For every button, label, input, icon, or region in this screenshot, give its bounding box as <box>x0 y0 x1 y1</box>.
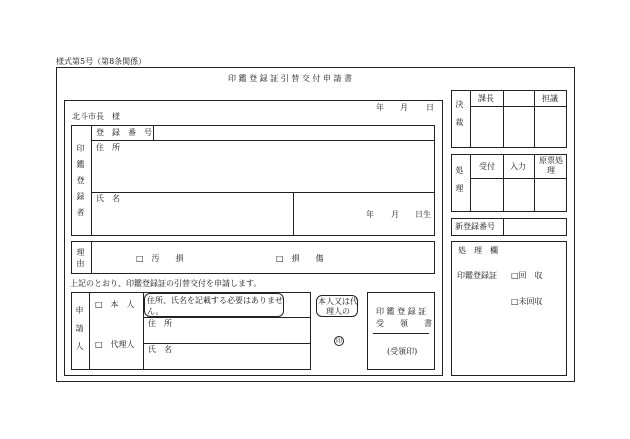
addressee: 北斗市長 様 <box>72 112 120 121</box>
reason-option-damaged[interactable]: □ 損 傷 <box>276 254 324 263</box>
date-year: 年 <box>376 103 384 112</box>
decision-label: 決裁 <box>455 100 464 136</box>
seal-note: 本人又は代理人の <box>318 297 358 316</box>
new-reg-number-label: 新登録番号 <box>455 222 495 231</box>
card-not-collected-option[interactable]: □未回収 <box>511 297 543 306</box>
card-label: 印鑑登録証 <box>457 271 497 280</box>
applicant-proxy-option[interactable]: □ 代理人 <box>95 340 135 349</box>
birth-month: 月 <box>391 210 399 219</box>
registrant-name-field[interactable] <box>92 193 292 235</box>
seal-mark: 印 <box>335 338 342 345</box>
processing-column-title: 処 理 欄 <box>458 246 498 255</box>
birth-year: 年 <box>366 210 374 219</box>
new-reg-number-field[interactable] <box>504 219 566 235</box>
processing-original: 原票処理 <box>539 156 563 175</box>
applicant-address-label: 住 所 <box>148 319 172 328</box>
reason-label: 理由 <box>76 248 85 270</box>
registrant-section-label: 印鑑登録者 <box>76 144 85 224</box>
processing-label: 処理 <box>455 166 464 202</box>
receipt-title-line2: 受 領 書 <box>376 319 432 328</box>
birth-day: 日生 <box>415 210 431 219</box>
date-day: 日 <box>426 103 434 112</box>
reason-option-dirty[interactable]: □ 汚 損 <box>136 254 184 263</box>
receipt-title-line1: 印 鑑 登 録 証 <box>376 307 427 316</box>
processing-column-box <box>451 241 567 376</box>
processing-received: 受付 <box>479 162 495 171</box>
card-collected-option[interactable]: □回 収 <box>511 271 543 280</box>
decision-staff: 担議 <box>542 94 558 103</box>
receipt-seal: (受領印) <box>387 347 418 356</box>
registrant-address-label: 住 所 <box>96 143 120 152</box>
reg-number-field[interactable] <box>154 126 434 139</box>
receipt-box <box>367 292 435 370</box>
applicant-name-label: 氏 名 <box>148 345 172 354</box>
processing-input: 入力 <box>510 162 526 171</box>
decision-chief: 課長 <box>478 94 494 103</box>
reg-number-label: 登 録 番 号 <box>96 128 152 137</box>
applicant-self-option[interactable]: □ 本 人 <box>95 300 135 309</box>
form-title: 印 鑑 登 録 証 引 替 交 付 申 請 書 <box>228 74 352 83</box>
date-month: 月 <box>400 103 408 112</box>
application-statement: 上記のとおり、印鑑登録証の引替交付を申請します。 <box>70 279 262 288</box>
applicant-label: 申請人 <box>75 306 84 360</box>
applicant-name-field[interactable] <box>144 344 310 369</box>
form-number: 様式第5号（第8条関係） <box>56 57 147 66</box>
self-note: 住所、氏名を記載する必要はありません。 <box>147 296 283 316</box>
applicant-address-field[interactable] <box>144 318 310 342</box>
registrant-address-field[interactable] <box>92 141 434 191</box>
reason-box <box>71 241 435 274</box>
registrant-name-label: 氏 名 <box>96 194 120 203</box>
